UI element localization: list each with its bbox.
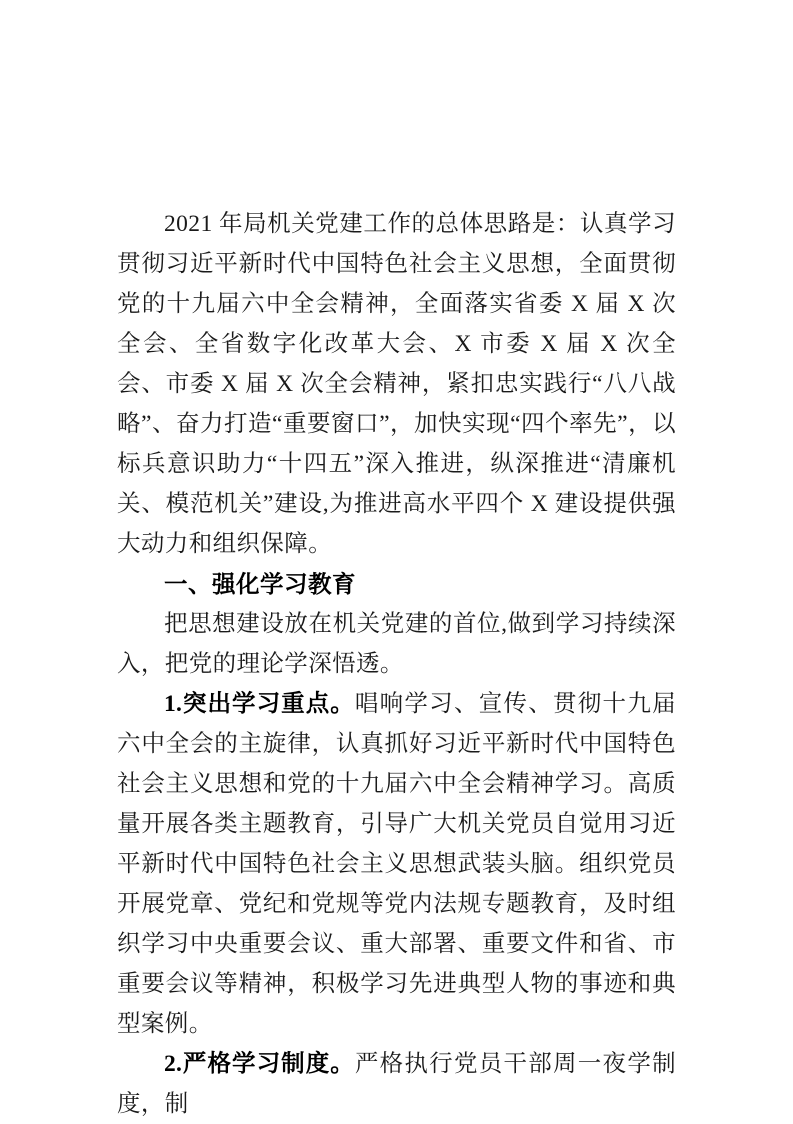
section-heading-1: 一、强化学习教育: [164, 571, 356, 597]
page-title: [117, 0, 676, 168]
section-1-item-2-lead: 2.严格学习制度。: [164, 1051, 355, 1077]
intro-paragraph: 2021 年局机关党建工作的总体思路是：认真学习贯彻习近平新时代中国特色社会主义思想，全面贯彻党的十九届六中全会精神，全面落实省委 X 届 X 次全会、全省数字化改革大会、X 市委 X 届 X 次全会、市委 X 届 X 次全会精神，紧扣忠实践行“八八战略”、奋力打造“重要窗口”，加快实现“四个率先”，以标兵意识助力“十四五”深入推进，纵深推进“清廉机关、模范机关”建设,为推进高水平四个 X 建设提供强大动力和组织保障。: [117, 211, 676, 557]
section-1-lead-paragraph: 把思想建设放在机关党建的首位,做到学习持续深入，把党的理论学深悟透。: [117, 611, 676, 677]
section-1-item-2: [117, 1044, 676, 1124]
section-1-item-1-text: 唱响学习、宣传、贯彻十九届六中全会的主旋律，认真抓好习近平新时代中国特色社会主义思想和党的十九届六中全会精神学习。高质量开展各类主题教育，引导广大机关党员自觉用习近平新时代中国特色社会主义思想武装头脑。组织党员开展党章、党纪和党规等党内法规专题教育，及时组织学习中央重要会议、重大部署、重要文件和省、市重要会议等精神，积极学习先进典型人物的事迹和典型案例。: [117, 691, 676, 1037]
section-1-item-1: [117, 684, 676, 1044]
document-body: [117, 204, 676, 1124]
section-1-item-1-lead: 1.突出学习重点。: [164, 691, 355, 717]
section-1-item-2-text: 严格执行党员干部周一夜学制度，制: [117, 1051, 676, 1117]
